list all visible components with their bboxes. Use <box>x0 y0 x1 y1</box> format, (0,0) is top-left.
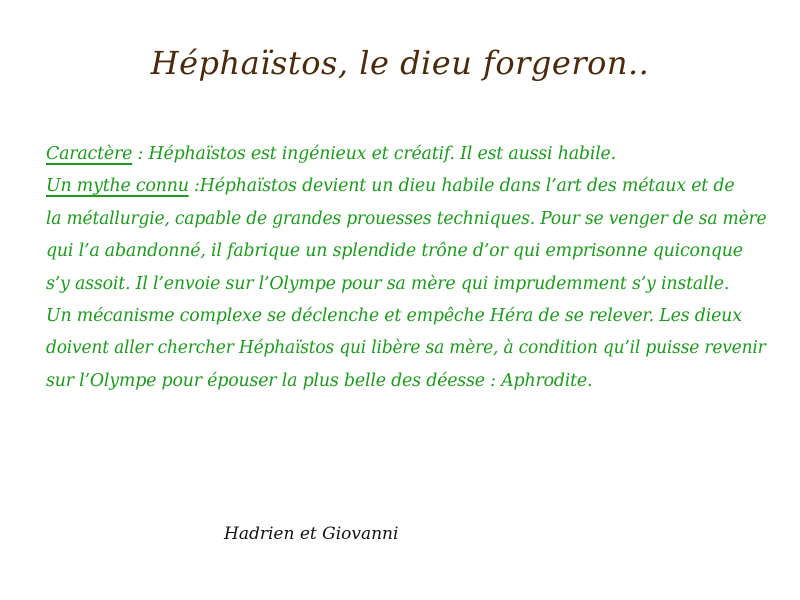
caractere-separator: : <box>132 144 149 164</box>
caractere-line <box>46 138 766 170</box>
mythe-first-line <box>46 170 766 202</box>
mythe-label: Un mythe connu <box>46 176 189 197</box>
mythe-line-4: s’y assoit. Il l’envoie sur l’Olympe pour sa mère qui imprudemment s’y installe. <box>46 273 730 294</box>
page-title: Héphaïstos, le dieu forgeron.. <box>150 44 650 82</box>
mythe-line-5: Un mécanisme complexe se déclenche et empêche Héra de se relever. Les dieux <box>46 306 742 327</box>
mythe-line-1: Héphaïstos devient un dieu habile dans l’art des métaux et de <box>199 176 735 197</box>
body-text <box>46 138 766 397</box>
mythe-line-7: sur l’Olympe pour épouser la plus belle des déesse : Aphrodite. <box>46 370 593 391</box>
mythe-line-6: doivent aller chercher Héphaïstos qui libère sa mère, à condition qu’il puisse revenir <box>46 338 766 359</box>
mythe-separator: : <box>188 176 200 197</box>
mythe-line-2: la métallurgie, capable de grandes prouesses techniques. Pour se venger de sa mère <box>46 208 767 229</box>
caractere-text: Héphaïstos est ingénieux et créatif. Il est aussi habile. <box>148 144 616 164</box>
signature: Hadrien et Giovanni <box>224 524 399 544</box>
mythe-line-3: qui l’a abandonné, il fabrique un splendide trône d’or qui emprisonne quiconque <box>46 241 743 262</box>
caractere-label: Caractère <box>46 144 133 164</box>
